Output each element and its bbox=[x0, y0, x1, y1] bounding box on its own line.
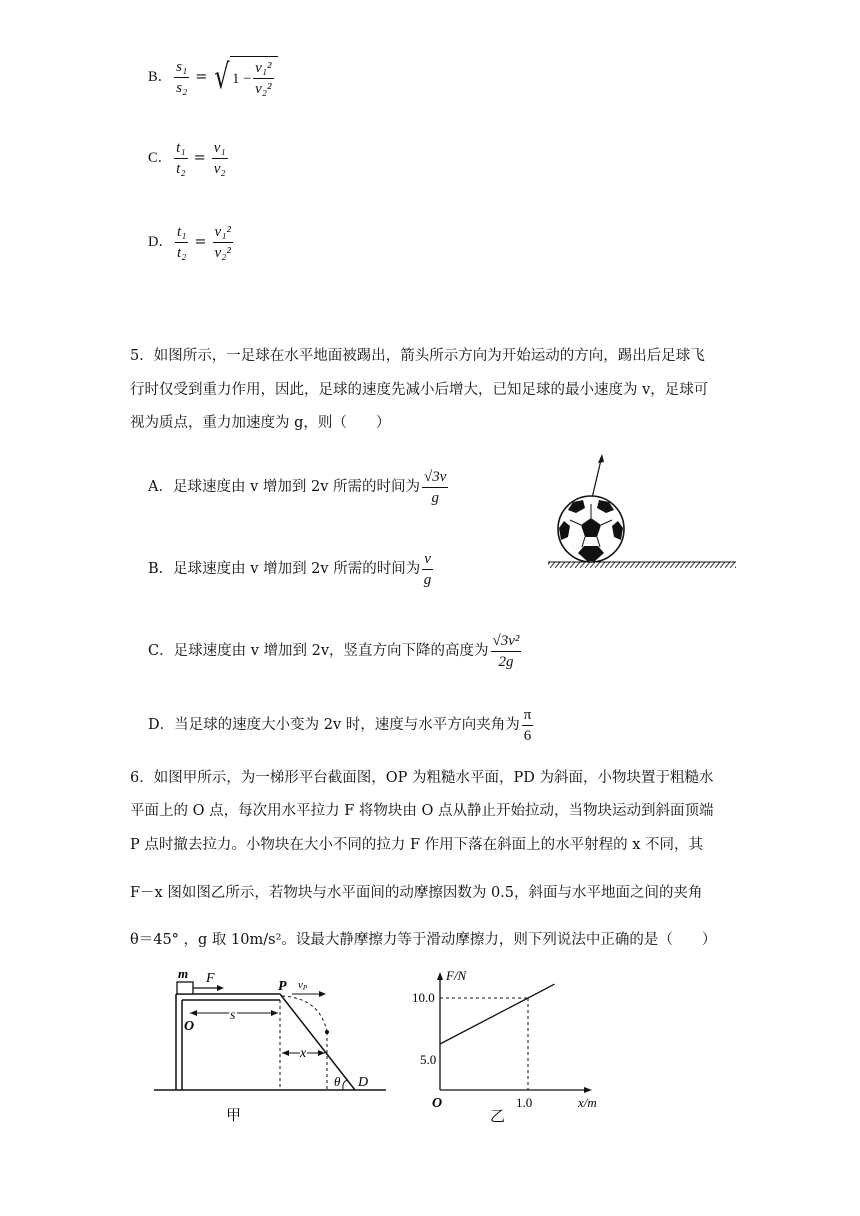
one-minus: 1 − bbox=[232, 70, 252, 87]
label-P: P bbox=[278, 979, 287, 994]
option-text: A．足球速度由 v 增加到 2v 所需的时间为 bbox=[148, 479, 421, 495]
soccer-ball-icon bbox=[558, 496, 624, 562]
q6-stem-line-5-text: θ＝45° ，g 取 10m/s²。设最大静摩擦力等于滑动摩擦力，则下列说法中正确的是（ ） bbox=[130, 932, 717, 948]
q6-stem-line-2: 平面上的 O 点，每次用水平拉力 F 将物块由 O 点从静止开始拉动，当物块运动到斜面顶端 bbox=[130, 803, 714, 819]
fraction-answer: $\frac{v}{g}$ bbox=[423, 550, 432, 588]
equals-sign: = bbox=[195, 69, 208, 85]
q6-stem-line-4: F－x 图如图乙所示，若物块与水平面间的动摩擦因数为 0.5，斜面与水平地面之间的夹角 bbox=[130, 885, 703, 901]
option-text: C．足球速度由 v 增加到 2v，竖直方向下降的高度为 bbox=[148, 643, 489, 659]
fraction-answer: $\frac{\text{√3v²}}{2g}$ bbox=[492, 632, 520, 670]
option-c-q4 bbox=[148, 136, 230, 180]
option-label: B． bbox=[148, 69, 173, 85]
square-root bbox=[211, 56, 277, 98]
option-text: B．足球速度由 v 增加到 2v 所需的时间为 bbox=[148, 561, 421, 577]
option-d-q5 bbox=[148, 702, 535, 748]
q6-stem-line-1: 6．如图甲所示，为一梯形平台截面图，OP 为粗糙水平面，PD 为斜面，小物块置于粗糙水 bbox=[130, 770, 714, 786]
label-s: s bbox=[230, 1008, 236, 1023]
label-O: O bbox=[184, 1019, 195, 1034]
y-tick-high: 10.0 bbox=[412, 990, 435, 1005]
caption-jia: 甲 bbox=[226, 1106, 242, 1124]
option-label: D． bbox=[148, 234, 173, 250]
x-axis-label: x/m bbox=[578, 1095, 597, 1110]
soccer-ball-figure bbox=[540, 448, 740, 572]
q6-stem-line-3: P 点时撤去拉力。小物块在大小不同的拉力 F 作用下落在斜面上的水平射程的 x 不同，其 bbox=[130, 837, 704, 853]
option-b-q4 bbox=[148, 52, 278, 102]
launch-direction-arrow bbox=[592, 454, 604, 498]
origin-label: O bbox=[432, 1096, 443, 1111]
caption-yi: 乙 bbox=[490, 1107, 506, 1125]
label-theta: θ bbox=[334, 1074, 341, 1089]
fraction-t1-t2: $\frac{\text{t₁}}{\text{t₂}}$ bbox=[176, 223, 187, 261]
fraction-s1-s2: $\frac{\text{s₁}}{\text{s₂}}$ bbox=[176, 58, 188, 96]
label-D: D bbox=[358, 1075, 369, 1090]
q5-stem-line-2: 行时仅受到重力作用，因此，足球的速度先减小后增大，已知足球的最小速度为 v，足球可 bbox=[130, 382, 709, 398]
ground-hatched bbox=[548, 562, 736, 568]
label-x: x bbox=[300, 1046, 307, 1061]
y-axis-label: F/N bbox=[446, 968, 467, 983]
label-m: m bbox=[178, 968, 189, 981]
fraction-answer: $\frac{\pi}{6}$ bbox=[523, 706, 532, 744]
radical-sign: √ bbox=[214, 57, 230, 97]
fraction-v1sq-v2sq: $\frac{\text{v₁²}}{\text{v₂²}}$ bbox=[214, 223, 231, 261]
x-tick: 1.0 bbox=[516, 1095, 533, 1110]
series-line bbox=[440, 984, 554, 1044]
equals-sign: = bbox=[194, 234, 207, 250]
figure-jia bbox=[150, 968, 390, 1126]
y-tick-low: 5.0 bbox=[420, 1052, 437, 1067]
q5-stem-line-1: 5．如图所示，一足球在水平地面被踢出，箭头所示方向为开始运动的方向，踢出后足球飞 bbox=[130, 348, 705, 364]
label-vP: vP bbox=[298, 979, 308, 992]
option-d-q4 bbox=[148, 218, 235, 266]
fraction-v1sq-v2sq: $\frac{\text{v₁²}}{\text{v₂²}}$ bbox=[255, 60, 272, 97]
fraction-answer: $\frac{√3v}{g}$ bbox=[424, 468, 447, 506]
fraction-t1-t2: $\frac{\text{t₁}}{\text{t₂}}$ bbox=[176, 139, 186, 177]
block-m bbox=[177, 982, 193, 994]
q6-stem-line-5 bbox=[130, 930, 716, 950]
option-a-q5 bbox=[148, 462, 450, 512]
fraction-v1-v2: $\frac{\text{v₁}}{\text{v₂}}$ bbox=[213, 139, 226, 177]
option-c-q5 bbox=[148, 626, 523, 676]
option-text: D．当足球的速度大小变为 2v 时，速度与水平方向夹角为 bbox=[148, 717, 520, 733]
q5-stem-line-3: 视为质点，重力加速度为 g，则（ ） bbox=[130, 415, 391, 431]
option-label: C． bbox=[148, 150, 173, 166]
figure-yi-chart bbox=[410, 968, 620, 1126]
equals-sign: = bbox=[193, 150, 206, 166]
option-b-q5 bbox=[148, 546, 435, 592]
label-F: F bbox=[206, 971, 215, 986]
